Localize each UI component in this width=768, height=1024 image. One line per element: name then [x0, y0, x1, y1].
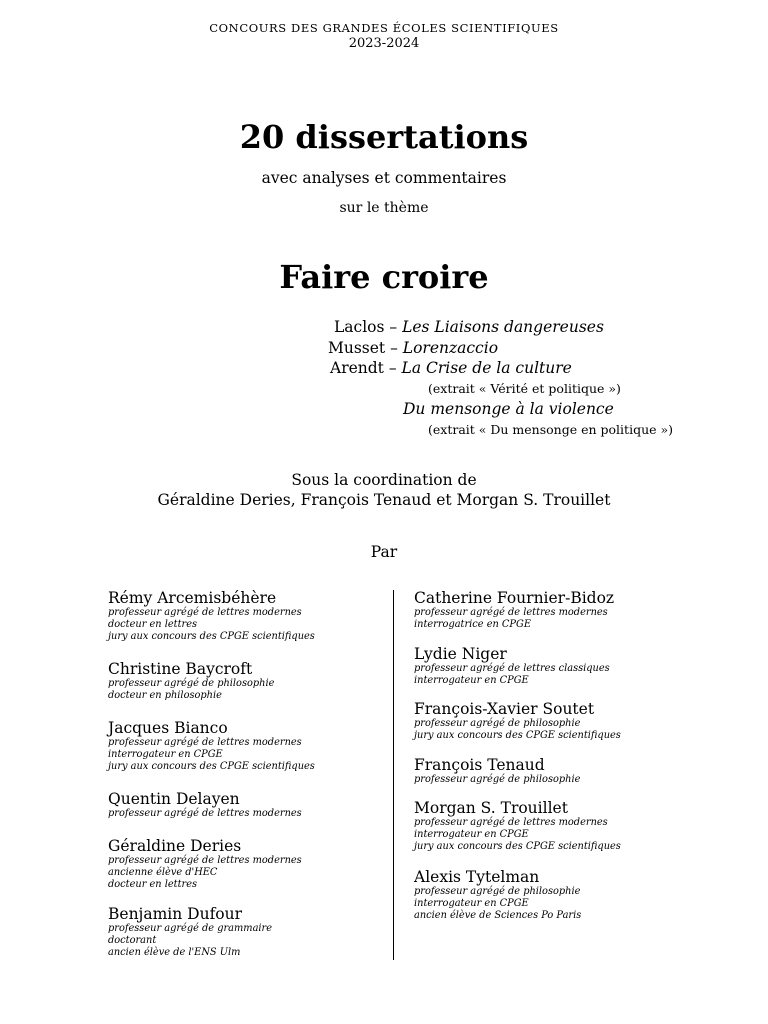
work-arendt-second — [403, 400, 614, 418]
author-name: Alexis Tytelman — [414, 868, 540, 886]
author-name: Catherine Fournier-Bidoz — [414, 589, 615, 607]
author-role: interrogateur en CPGE — [108, 748, 223, 760]
author-role: professeur agrégé de lettres modernes — [108, 808, 302, 819]
author-entry — [108, 838, 302, 890]
main-title: 20 dissertations — [239, 118, 529, 156]
author-role: docteur en philosophie — [108, 689, 222, 701]
author-role: doctorant — [108, 934, 157, 946]
author-role: professeur agrégé de philosophie — [414, 718, 581, 729]
work-extract: (extrait « Vérité et politique ») — [428, 381, 621, 396]
author-entry — [414, 701, 621, 742]
work-arendt — [330, 359, 572, 377]
author-role: jury aux concours des CPGE scientifiques — [108, 630, 315, 642]
work-musset — [328, 339, 498, 357]
author-entry — [108, 791, 302, 820]
author-role: professeur agrégé de lettres modernes — [108, 737, 302, 748]
work-title: La Crise de la culture — [401, 359, 572, 377]
author-entry — [108, 720, 315, 772]
work-title: Du mensonge à la violence — [403, 400, 614, 418]
author-entry — [414, 590, 614, 631]
author-name: Jacques Bianco — [108, 719, 228, 737]
author-role: professeur agrégé de philosophie — [414, 886, 581, 897]
author-role: ancienne élève d'HEC — [108, 866, 218, 878]
author-role: professeur agrégé de grammaire — [108, 923, 273, 934]
header-year: 2023-2024 — [348, 36, 420, 51]
author-role: interrogateur en CPGE — [414, 674, 529, 686]
author-role: interrogateur en CPGE — [414, 897, 529, 909]
work-extract: (extrait « Du mensonge en politique ») — [428, 422, 674, 437]
author-role: professeur agrégé de lettres modernes — [414, 817, 608, 828]
work-author: Laclos – — [334, 318, 398, 336]
author-name: Rémy Arcemisbéhère — [108, 589, 277, 607]
author-role: jury aux concours des CPGE scientifiques — [414, 729, 621, 741]
column-divider — [393, 590, 394, 960]
author-role: jury aux concours des CPGE scientifiques — [414, 840, 621, 852]
author-entry — [108, 661, 274, 702]
author-name: Benjamin Dufour — [108, 905, 243, 923]
author-entry — [414, 646, 610, 687]
author-role: ancien élève de Sciences Po Paris — [414, 909, 582, 921]
author-role: jury aux concours des CPGE scientifiques — [108, 760, 315, 772]
work-author: Arendt – — [330, 359, 397, 377]
author-name: Christine Baycroft — [108, 660, 253, 678]
author-role: professeur agrégé de philosophie — [108, 678, 275, 689]
author-role: ancien élève de l'ENS Ulm — [108, 946, 241, 958]
author-role: interrogateur en CPGE — [414, 828, 529, 840]
author-name: Morgan S. Trouillet — [414, 799, 568, 817]
theme-intro: sur le thème — [339, 200, 429, 216]
work-laclos — [334, 318, 604, 336]
coordination-names: Géraldine Deries, François Tenaud et Morgan S. Trouillet — [157, 491, 611, 509]
work-title: Les Liaisons dangereuses — [402, 318, 604, 336]
author-name: Lydie Niger — [414, 645, 507, 663]
subtitle: avec analyses et commentaires — [261, 169, 507, 187]
author-name: François Tenaud — [414, 756, 545, 774]
work-title: Lorenzaccio — [402, 339, 499, 357]
author-role: professeur agrégé de lettres modernes — [108, 855, 302, 866]
author-entry — [414, 869, 581, 921]
author-role: docteur en lettres — [108, 878, 198, 890]
author-name: Géraldine Deries — [108, 837, 242, 855]
author-entry — [108, 590, 315, 642]
work-author: Musset – — [328, 339, 398, 357]
author-role: professeur agrégé de philosophie — [414, 774, 581, 785]
author-role: docteur en lettres — [108, 618, 198, 630]
author-role: professeur agrégé de lettres classiques — [414, 663, 610, 674]
author-role: professeur agrégé de lettres modernes — [108, 607, 302, 618]
author-name: François-Xavier Soutet — [414, 700, 595, 718]
author-entry — [414, 800, 621, 852]
par-label: Par — [370, 543, 398, 561]
author-role: professeur agrégé de lettres modernes — [414, 607, 608, 618]
header-contest: CONCOURS DES GRANDES ÉCOLES SCIENTIFIQUES — [209, 21, 559, 35]
author-entry — [108, 906, 272, 958]
author-role: interrogatrice en CPGE — [414, 618, 531, 630]
coordination-intro: Sous la coordination de — [291, 471, 477, 489]
author-entry — [414, 757, 580, 786]
theme-title: Faire croire — [279, 258, 489, 296]
author-name: Quentin Delayen — [108, 790, 240, 808]
